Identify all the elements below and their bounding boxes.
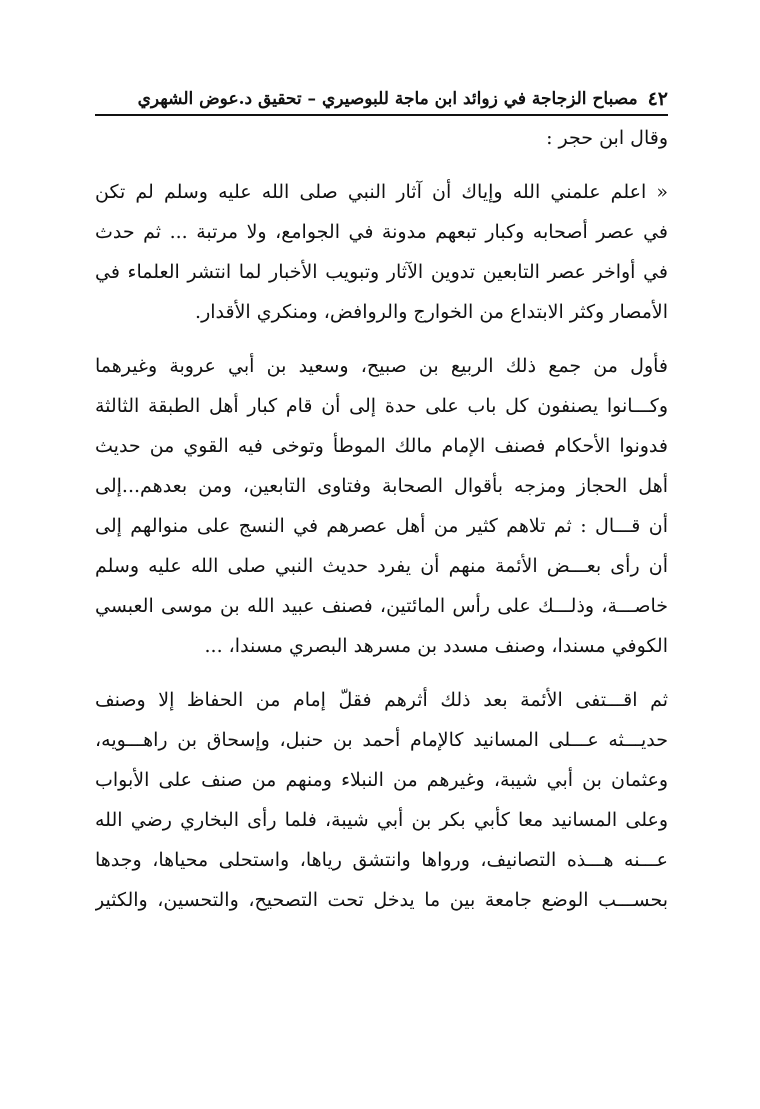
text-line: وعلى المسانيد معا كأبي بكر بن أبي شيبة، فلما رأى البخاري رضي الله (95, 809, 668, 831)
text-line: « اعلم علمني الله وإياك أن آثار النبي صلى الله عليه وسلم لم تكن (95, 181, 668, 203)
text-line: خاصـــة، وذلـــك على رأس المائتين، فصنف عبيد الله بن موسى العبسي (95, 595, 668, 617)
page-body (95, 118, 668, 920)
page-header (95, 84, 668, 116)
text-line: في عصر أصحابه وكبار تبعهم مدونة في الجوامع، ولا مرتبة ... ثم حدث (95, 221, 668, 243)
text-line: الكوفي مسندا، وصنف مسدد بن مسرهد البصري مسندا، ... (204, 635, 668, 657)
text-line: أن قـــال : ثم تلاهم كثير من أهل عصرهم في النسج على منوالهم إلى (95, 515, 668, 537)
text-line: فدونوا الأحكام فصنف الإمام مالك الموطأ وتوخى فيه القوي من حديث (95, 435, 668, 457)
text-line: وكـــانوا يصنفون كل باب على حدة إلى أن قام كبار أهل الطبقة الثالثة (95, 395, 668, 417)
text-line: أهل الحجاز ومزجه بأقوال الصحابة وفتاوى التابعين، ومن بعدهم...إلى (95, 475, 668, 497)
text-line: حديـــثه عـــلى المسانيد كالإمام أحمد بن حنبل، وإسحاق بن راهـــويه، (95, 729, 668, 751)
text-line: أن رأى بعـــض الأئمة منهم أن يفرد حديث النبي صلى الله عليه وسلم (95, 555, 668, 577)
running-title: مصباح الزجاجة في زوائد ابن ماجة للبوصيري – تحقيق د.عوض الشهري (137, 89, 638, 109)
page-number: ٤٢ (647, 88, 668, 110)
text-line: ثم اقـــتفى الأئمة بعد ذلك أثرهم فقلّ إمام من الحفاظ إلا وصنف (95, 689, 668, 711)
text-line: فأول من جمع ذلك الربيع بن صبيح، وسعيد بن أبي عروبة وغيرهما (95, 355, 668, 377)
text-line: عـــنه هـــذه التصانيف، ورواها وانتشق رياها، واستحلى محياها، وجدها (95, 849, 668, 871)
text-line: في أواخر عصر التابعين تدوين الآثار وتبويب الأخبار لما انتشر العلماء في (95, 261, 668, 283)
text-line: وعثمان بن أبي شيبة، وغيرهم من النبلاء ومنهم من صنف على الأبواب (95, 769, 668, 791)
text-line: وقال ابن حجر : (546, 127, 668, 149)
text-line: بحســـب الوضع جامعة بين ما يدخل تحت التصحيح، والتحسين، والكثير (95, 889, 668, 911)
text-line: الأمصار وكثر الابتداع من الخوارج والروافض، ومنكري الأقدار. (195, 301, 668, 323)
